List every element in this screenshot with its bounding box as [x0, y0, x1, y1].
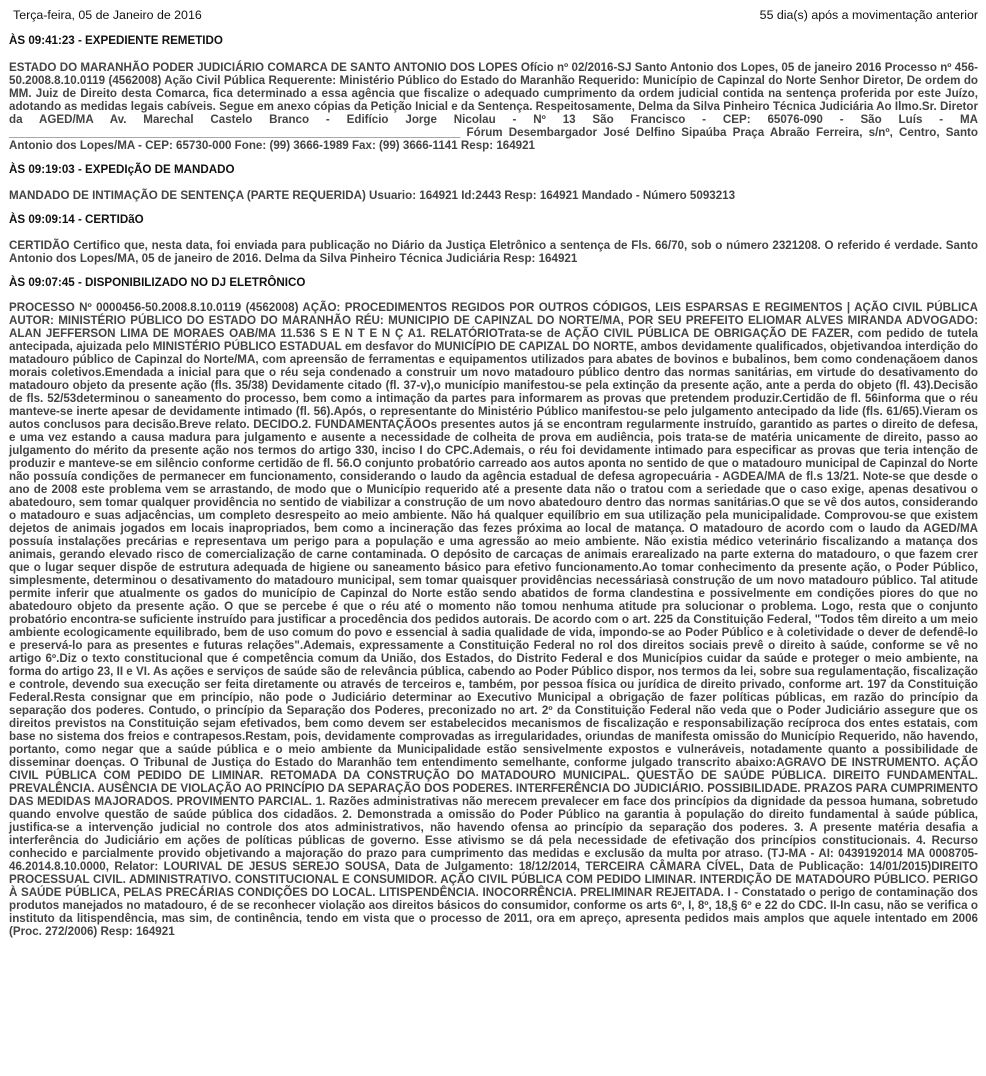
entry-body: PROCESSO Nº 0000456-50.2008.8.10.0119 (4562008) AÇÃO: PROCEDIMENTOS REGIDOS POR OUTROS CÓDIGOS, LEIS ESPARSAS E REGIMENTOS | AÇÃO CIVIL PÚBLICA AUTOR: MINISTÉRIO PÚBLICO DO ESTADO DO MARANHÃO RÉU: MUNICIPIO DE CAPINZAL DO NORTE/MA, POR SEU PREFEITO ELIOMAR ALVES MIRANDA ADVOGADO: ALAN JEFFERSON LIMA DE MORAES OAB/MA 11.536 S E N T E N Ç A1. RELATÓRIOTrata-se de AÇÃO CIVIL PÚBLICA DE OBRIGAÇÃO DE FAZER, com pedido de tutela antecipada, ajuizada pelo MINISTÉRIO PÚBLICO ESTADUAL em desfavor do MUNICÍPIO DE CAPIZAL DO NORTE, ambos devidamente qualificados, objetivandoa interdição do matadouro público de Capinzal do Norte/MA, com apreensão de ferramentas e equipamentos utilizados para abates de bovinos e bubalinos, bem como condenaçãoem danos morais coletivos.Emendada a inicial para que o réu seja condenado a construir um novo matadouro público dentro das normas sanitárias, em virtude do desativamento do matadouro objeto da presente ação (fls. 35/38) Devidamente citado (fl. 37-v),o município manifestou-se pela extinção da presente ação, ante a perda do objeto (fl. 43).Decisão de fls. 52/53determinou o saneamento do processo, bem como a intimação da partes para informarem as provas que pretendem produzir.Certidão de fl. 56informa que o réu manteve-se inerte apesar de devidamente intimado (fl. 56).Após, o representante do Ministério Público manifestou-se pelo julgamento antecipado da lide (fls. 61/65).Vieram os autos conclusos para decisão.Breve relato. DECIDO.2. FUNDAMENTAÇÃOOs presentes autos já se encontram regularmente instruído, garantido as partes o direito de defesa, e uma vez estando a causa madura para julgamento e ausente a necessidade de colheita de prova em audiência, pois trata-se de matéria unicamente de direito, passo ao julgamento do mérito da presente ação nos termos do artigo 330, inciso I do CPC.Ademais, o réu foi devidamente intimado para especificar as provas que teria intenção de produzir e manteve-se em silêncio conforme certidão de fl. 56.O conjunto probatório carreado aos autos aponta no sentido de que o matadouro municipal de Capinzal do Norte não possuía condições de permanecer em funcionamento, considerando o laudo da agência estadual de defesa agropecuária - AGDEA/MA de fl.s 13/21. Note-se que desde o ano de 2008 este problema vem se arrastando, de modo que o Município requerido até a presente data não o tratou com a seriedade que o caso exige, apenas desativou o abatedouro, sem tomar qualquer providência no sentido de viabilizar a construção de um novo abatedouro dentro das normas sanitárias.O que se vê dos autos, considerando o matadouro e suas adjacências, um completo desrespeito ao meio ambiente. Não há qualquer equilíbrio em sua utilização pela municipalidade. Comprovou-se que existem dejetos de animais jogados em locais inapropriados, bem como a incineração das fezes próxima ao local de matança. O matadouro de acordo com o laudo da AGED/MA possuía instalações precárias e representava um perigo para a população e uma agressão ao meio ambiente. Não existia médico veterinário fiscalizando a matança dos animais, gerando elevado risco de comercialização de carne contaminada. O depósito de carcaças de animais erarealizado na parte externa do matadouro, o que fazem crer que o lugar sequer dispõe de estrutura adequada de higiene ou saneamento básico para efetivo funcionamento.Ao tomar conhecimento da presente ação, o Poder Público, simplesmente, determinou o desativamento do matadouro municipal, sem tomar quaisquer providências necessáriasà construção de um novo matadouro público. Tal atitude permite inferir que atualmente os gados do município de Capinzal do Norte estão sendo abatidos de forma clandestina e possivelmente em condições piores do que no abatedouro objeto da presente ação. O que se percebe é que o réu até o momento não tomou nenhuma atitude pra solucionar o problema. Logo, resta que o conjunto probatório encontra-se suficiente instruído para justificar a procedência dos pedidos autorais. De acordo com o art. 225 da Constituição Federal, "Todos têm direito a um meio ambiente ecologicamente equilibrado, bem de uso comum do povo e essencial à sadia qualidade de vida, impondo-se ao Poder Público e à coletividade o dever de defendê-lo e preservá-lo para as presentes e futuras relações".Ademais, expressamente a Constituição Federal no rol dos direitos sociais prevê o direito à saúde, conforme se vê no artigo 6º.Diz o texto constitucional que é competência comum da União, dos Estados, do Distrito Federal e dos Municípios cuidar da saúde e proteger o meio ambiente, na forma do artigo 23, II e VI. As ações e serviços de saúde são de relevância pública, cabendo ao Poder Público dispor, nos termos da lei, sobre sua regulamentação, fiscalização e controle, devendo sua execução ser feita diretamente ou através de terceiros e, também, por pessoa física ou jurídica de direito privado, conforme art. 197 da Constituição Federal.Resta consignar que em princípio, não pode o Judiciário determinar ao Executivo Municipal a obrigação de fazer políticas públicas, em razão do princípio da separação dos poderes. Contudo, o princípio da Separação dos Poderes, preconizado no art. 2º da Constituição Federal não veda que o Poder Judiciário assegure que os direitos previstos na Constituição sejam efetivados, bem como devem ser estabelecidos mecanismos de fiscalização e responsabilização recíproca dos entes estatais, com base no sistema dos freios e contrapesos.Restam, pois, devidamente comprovadas as irregularidades, oriundas de manifesta omissão do Município Requerido, não havendo, portanto, como negar que a saúde pública e o meio ambiente da Municipalidade estão sensivelmente expostos e vulneráveis, notadamente quanto a possibilidade de disseminar doenças. O Tribunal de Justiça do Estado do Maranhão tem entendimento semelhante, conforme julgado transcrito abaixo:AGRAVO DE INSTRUMENTO. AÇÃO CIVIL PÚBLICA COM PEDIDO DE LIMINAR. RETOMADA DA CONSTRUÇÃO DO MATADOURO MUNICIPAL. QUESTÃO DE SAÚDE PÚBLICA. DIREITO FUNDAMENTAL. PREVALÊNCIA. AUSÊNCIA DE VIOLAÇÃO AO PRINCÍPIO DA SEPARAÇÃO DOS PODERES. INTERFERÊNCIA DO JUDICIÁRIO. POSSIBILIDADE. PRAZOS PARA CUMPRIMENTO DAS MEDIDAS MAJORADOS. PROVIMENTO PARCIAL. 1. Razões administrativas não merecem prevalecer em face dos princípios da dignidade da pessoa humana, sobretudo quando envolve questão de saúde pública dos cidadãos. 2. Demonstrada a omissão do Poder Público na garantia à população do direito fundamental à saúde pública, justifica-se a intervenção judicial no controle dos atos administrativos, não havendo ofensa ao princípio da separação dos poderes. 3. A presente matéria desafia a interferência do Judiciário em ações de políticas públicas de governo. Esse ativismo se dá pela necessidade de efetivação dos princípios constitucionais. 4. Recurso conhecido e parcialmente provido objetivando a majoração do prazo para cumprimento das medidas e exclusão da multa por atraso. (TJ-MA - AI: 0439192014 MA 0008705-46.2014.8.10.0000, Relator: LOURIVAL DE JESUS SEREJO SOUSA, Data de Julgamento: 18/12/2014, TERCEIRA CÂMARA CÍVEL, Data de Publicação: 14/01/2015)DIREITO PROCESSUAL CIVIL. ADMINISTRATIVO. CONSTITUCIONAL E CONSUMIDOR. AÇÃO CIVIL PÚBLICA COM PEDIDO LIMINAR. INTERDIÇÃO DE MATADOURO PÚBLICO. PERIGO À SAÚDE PÚBLICA, PELAS PRECÁRIAS CONDIÇÕES DO LOCAL. LITISPENDÊNCIA. INOCORRÊNCIA. PRELIMINAR REJEITADA. I - Constatado o perigo de contaminação dos produtos manejados no matadouro, é de se reconhecer violação aos direitos básicos do consumidor, conforme os arts 6º, I, 8º, 18,§ 6º e 22 do CDC. II-In casu, não se verifica o instituto da litispendência, mas sim, de continência, tendo em vista que o processo de 2011, ora em apreço, apresenta pedidos mais amplos que aquele intentado em 2006 (Proc. 272/2006) Resp: 164921: [9, 301, 978, 938]
entry-header: ÀS 09:41:23 - EXPEDIENTE REMETIDO: [9, 34, 223, 47]
entry-header: ÀS 09:09:14 - CERTIDãO: [9, 213, 144, 226]
movement-date-row: [9, 7, 978, 23]
movement-entry: [9, 34, 978, 152]
movement-entry: [9, 163, 978, 202]
entry-header: ÀS 09:07:45 - DISPONIBILIZADO NO DJ ELETRÔNICO: [9, 276, 306, 289]
movement-date: Terça-feira, 05 de Janeiro de 2016: [13, 8, 202, 22]
entry-body: MANDADO DE INTIMAÇÃO DE SENTENÇA (PARTE REQUERIDA) Usuario: 164921 Id:2443 Resp: 164921 Mandado - Número 5093213: [9, 189, 736, 202]
entry-header: ÀS 09:19:03 - EXPEDIçÃO DE MANDADO: [9, 163, 235, 176]
elapsed-days: 55 dia(s) após a movimentação anterior: [759, 8, 978, 22]
movement-entry: [9, 276, 978, 938]
entry-body: ESTADO DO MARANHÃO PODER JUDICIÁRIO COMARCA DE SANTO ANTONIO DOS LOPES Ofício nº 02/2016-SJ Santo Antonio dos Lopes, 05 de janeiro 2016 Processo nº 456-50.2008.8.10.0119 (4562008) Ação Civil Pública Requerente: Ministério Público do Estado do Maranhão Requerido: Município de Capinzal do Norte Senhor Diretor, De ordem do MM. Juiz de Direito desta Comarca, fica determinado a essa agência que fiscalize o adequado cumprimento da ordem judicial contida na sentença proferida por este Juízo, adotando as medidas legais cabíveis. Segue em anexo cópias da Petição Inicial e da Sentença. Respeitosamente, Delma da Silva Pinheiro Técnica Judiciária Ao Ilmo.Sr. Diretor da AGED/MA Av. Marechal Castelo Branco - Edifício Jorge Nicolau - Nº 13 São Francisco - CEP: 65076-090 - São Luís - MA ______________________________________________________________________ Fórum Desembargador José Delfino Sipaúba Praça Abraão Ferreira, s/nº, Centro, Santo Antonio dos Lopes/MA - CEP: 65730-000 Fone: (99) 3666-1989 Fax: (99) 3666-1141 Resp: 164921: [9, 61, 978, 152]
entry-body: CERTIDÃO Certifico que, nesta data, foi enviada para publicação no Diário da Justiça Eletrônico a sentença de Fls. 66/70, sob o número 2321208. O referido é verdade. Santo Antonio dos Lopes/MA, 05 de janeiro de 2016. Delma da Silva Pinheiro Técnica Judiciária Resp: 164921: [9, 239, 978, 265]
movement-entry: [9, 213, 978, 265]
